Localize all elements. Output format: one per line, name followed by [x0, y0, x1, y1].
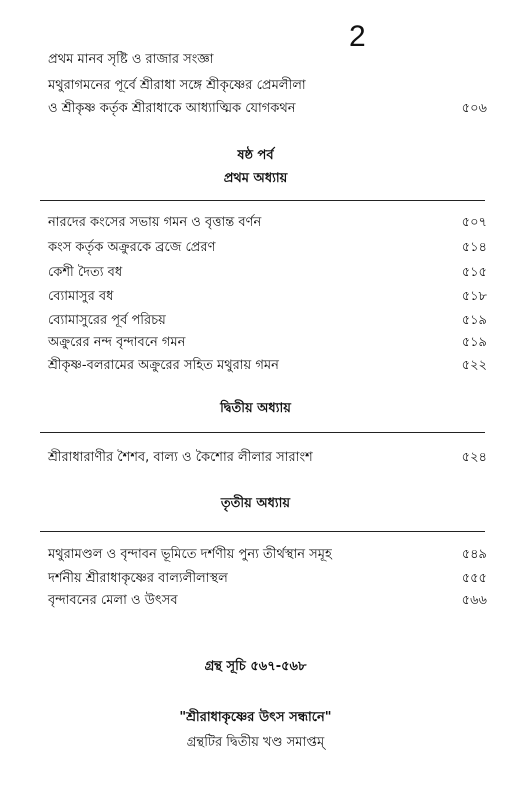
- toc-entry: [0, 591, 511, 611]
- toc-entry: [0, 448, 511, 468]
- toc-entry-title: শ্রীকৃষ্ণ-বলরামের অক্রুরের সহিত মথুরায় গমন: [48, 358, 279, 373]
- toc-entry-page: ৫১৪: [461, 240, 487, 255]
- toc-entry-page: ৫১৯: [461, 313, 487, 328]
- divider: [40, 432, 485, 433]
- toc-entry-title: কংস কর্তৃক অক্রুরকে ব্রজে প্রেরণ: [48, 240, 216, 255]
- divider: [40, 200, 485, 201]
- toc-entry: [0, 356, 511, 376]
- toc-entry-page: ৫১৮: [461, 289, 487, 304]
- part-title: ষষ্ঠ পর্ব: [237, 148, 274, 163]
- toc-entry: [0, 545, 511, 565]
- divider: [40, 531, 485, 532]
- toc-entry: [0, 311, 511, 331]
- page-number: 2: [349, 20, 366, 53]
- toc-entry-title: ও শ্রীকৃষ্ণ কর্তৃক শ্রীরাধাকে আধ্যাত্মিক যোগকথন: [48, 101, 296, 116]
- toc-entry-title: মথুরামণ্ডল ও বৃন্দাবন ভূমিতে দর্শণীয় পুন্য তীর্থস্থান সমূহ: [48, 547, 332, 562]
- toc-entry: [0, 50, 511, 70]
- toc-entry-title: বৃন্দাবনের মেলা ও উৎসব: [48, 593, 178, 608]
- toc-entry-page: ৫২২: [461, 358, 487, 373]
- bibliography-line: গ্রন্থ সূচি ৫৬৭-৫৬৮: [204, 659, 307, 674]
- toc-entry-title: ব্যোমাসুরের পূর্ব পরিচয়: [48, 313, 166, 328]
- toc-entry-title: কেশী দৈত্য বধ: [48, 265, 123, 280]
- chapter-2-title: দ্বিতীয় অধ্যায়: [220, 401, 291, 416]
- chapter-3-title: তৃতীয় অধ্যায়: [220, 496, 291, 511]
- toc-entry-title: অক্রুরের নন্দ বৃন্দাবনে গমন: [48, 335, 186, 350]
- toc-entry-page: ৫২৪: [461, 450, 487, 465]
- toc-entry: [0, 213, 511, 233]
- toc-entry-page: ৫০৭: [461, 215, 487, 230]
- toc-entry: [0, 263, 511, 283]
- toc-entry-page: ৫০৬: [461, 101, 487, 116]
- toc-entry-title: মথুরাগমনের পূর্বে শ্রীরাধা সঙ্গে শ্রীকৃষ্ণের প্রেমলীলা: [48, 78, 306, 93]
- toc-entry-page: ৫৫৫: [461, 571, 487, 586]
- toc-entry: [0, 333, 511, 353]
- toc-entry-title: দর্শনীয় শ্রীরাধাকৃষ্ণের বাল্যলীলাস্থল: [48, 571, 228, 586]
- toc-entry-page: ৫১৫: [461, 265, 487, 280]
- toc-entry: [0, 569, 511, 589]
- closing-book-title: "শ্রীরাধাকৃষ্ণের উৎস সন্ধানে": [179, 710, 332, 725]
- toc-entry: [0, 238, 511, 258]
- toc-entry-page: ৫৬৬: [461, 593, 487, 608]
- toc-entry: [0, 99, 511, 119]
- toc-entry-title: ব্যোমাসুর বধ: [48, 289, 114, 304]
- toc-entry-title: শ্রীরাধারাণীর শৈশব, বাল্য ও কৈশোর লীলার সারাংশ: [48, 450, 313, 465]
- toc-entry-title: নারদের কংসের সভায় গমন ও বৃত্তান্ত বর্ণন: [48, 215, 262, 230]
- chapter-1-title: প্রথম অধ্যায়: [223, 171, 288, 186]
- toc-entry-page: ৫১৯: [461, 335, 487, 350]
- toc-entry: [0, 287, 511, 307]
- toc-entry-page: ৫৪৯: [461, 547, 487, 562]
- toc-entry-title: প্রথম মানব সৃষ্টি ও রাজার সংজ্ঞা: [48, 52, 214, 67]
- closing-line: গ্রন্থটির দ্বিতীয় খণ্ড সমাপ্তম্: [186, 735, 325, 750]
- toc-entry: [0, 76, 511, 96]
